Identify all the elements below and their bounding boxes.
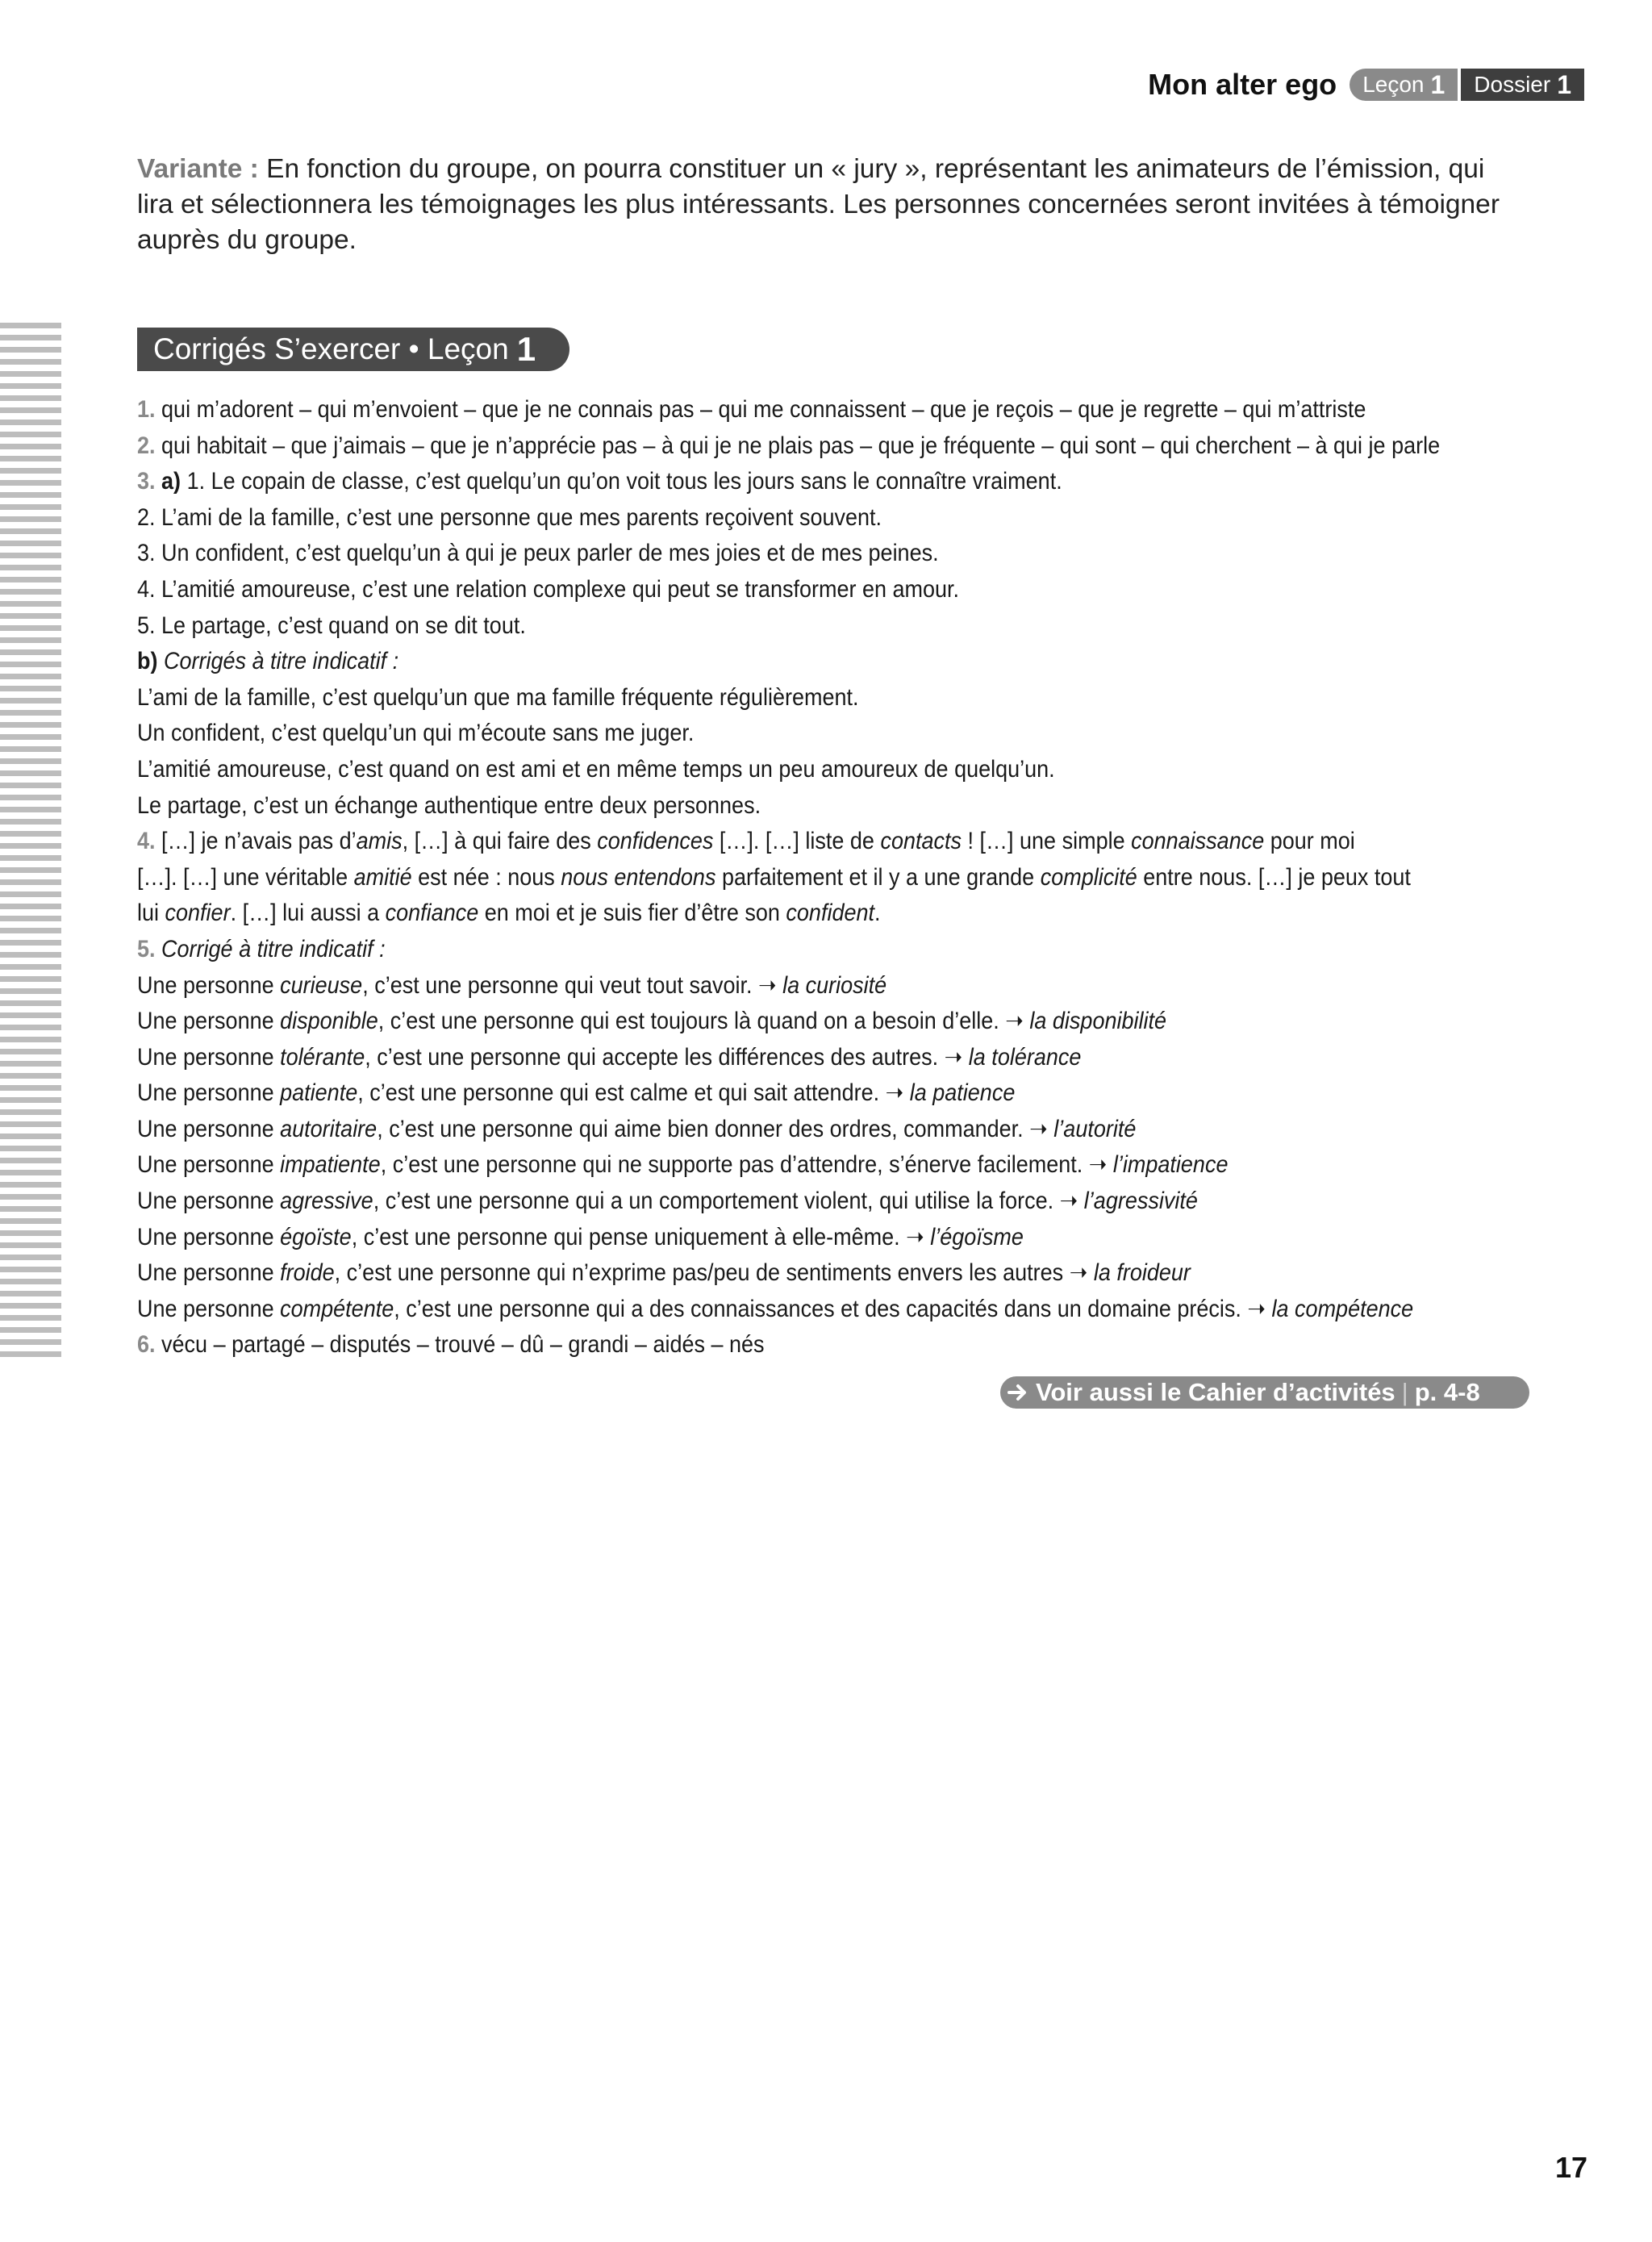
answer-line: Un confident, c’est quelqu’un qui m’écoute sans me juger. bbox=[137, 720, 695, 747]
exercise-3a-line-1 bbox=[137, 464, 1393, 500]
separator: | bbox=[1401, 1378, 1408, 1406]
answer-line: L’amitié amoureuse, c’est quand on est ami et en même temps un peu amoureux de quelqu’un. bbox=[137, 755, 1055, 783]
arrow-icon: ➝ bbox=[1069, 1259, 1088, 1287]
arrow-icon: ➝ bbox=[758, 971, 777, 999]
vocab-word: amitié bbox=[353, 863, 412, 891]
voir-aussi-label: Voir aussi le Cahier d’activités bbox=[1036, 1378, 1395, 1406]
adjective: curieuse bbox=[280, 971, 363, 999]
list-item bbox=[137, 1112, 1393, 1148]
derived-noun: la patience bbox=[909, 1079, 1016, 1107]
adjective: compétente bbox=[280, 1295, 394, 1322]
list-item bbox=[137, 1040, 1393, 1076]
vocab-word: complicité bbox=[1040, 863, 1137, 891]
list-item bbox=[137, 1220, 1393, 1256]
text-run: Une personne bbox=[137, 1223, 281, 1250]
page-header bbox=[1148, 68, 1584, 102]
vocab-word: nous entendons bbox=[561, 863, 716, 891]
list-item bbox=[137, 1184, 1393, 1220]
section-number: 1 bbox=[516, 330, 536, 368]
text-run: . bbox=[874, 900, 881, 927]
list-item bbox=[137, 968, 1393, 1004]
definition: , c’est une personne qui a un comportement violent, qui utilise la force. bbox=[373, 1188, 1060, 1215]
text-run: Une personne bbox=[137, 1295, 281, 1322]
text-run: parfaitement et il y a une grande bbox=[715, 863, 1041, 891]
exercise-1 bbox=[137, 392, 1393, 428]
arrow-right-icon bbox=[1003, 1379, 1031, 1406]
exercise-number: 4. bbox=[137, 828, 156, 855]
corriges-body bbox=[137, 392, 1441, 1363]
exercise-text: qui habitait – que j’aimais – que je n’apprécie pas – à qui je ne plais pas – que je fréquente – qui sont – qui cherchent – à qui je parle bbox=[161, 432, 1441, 459]
adjective: autoritaire bbox=[280, 1115, 378, 1142]
vocab-word: confident bbox=[786, 900, 875, 927]
spacer bbox=[1266, 1296, 1272, 1322]
list-item bbox=[137, 1147, 1393, 1184]
arrow-icon: ➝ bbox=[885, 1079, 904, 1107]
derived-noun: la froideur bbox=[1093, 1259, 1191, 1287]
indicative-note: Corrigés à titre indicatif : bbox=[164, 648, 399, 675]
vocab-word: confiance bbox=[385, 900, 479, 927]
definition: , c’est une personne qui veut tout savoir. bbox=[362, 971, 759, 999]
lecon-tag bbox=[1350, 69, 1458, 101]
margin-stripes bbox=[0, 323, 61, 1363]
answer-line: 5. Le partage, c’est quand on se dit tout. bbox=[137, 612, 526, 639]
arrow-icon: ➝ bbox=[1029, 1115, 1048, 1142]
arrow-icon: ➝ bbox=[1088, 1151, 1108, 1179]
text-run: Une personne bbox=[137, 1151, 281, 1179]
exercise-2 bbox=[137, 428, 1441, 465]
text-run: . […] lui aussi a bbox=[230, 900, 386, 927]
text-run: , […] à qui faire des bbox=[402, 828, 598, 855]
derived-noun: l’agressivité bbox=[1083, 1188, 1198, 1215]
text-run: Une personne bbox=[137, 1008, 281, 1035]
lecon-number: 1 bbox=[1430, 69, 1446, 99]
answer-line: L’ami de la famille, c’est quelqu’un que ma famille fréquente régulièrement. bbox=[137, 683, 859, 711]
text-run: Une personne bbox=[137, 1079, 281, 1107]
exercise-number: 3. bbox=[137, 468, 156, 495]
vocab-word: amis bbox=[356, 828, 403, 855]
dossier-tag bbox=[1461, 69, 1584, 101]
variante-text: En fonction du groupe, on pourra constituer un « jury », représentant les animateurs de l’émission, qui lira et sélectionnera les témoignages les plus intéressants. Les personnes concernées seront invitées à témoigner auprès du groupe. bbox=[137, 154, 1500, 255]
vocab-word: contacts bbox=[880, 828, 962, 855]
variante-paragraph bbox=[137, 152, 1525, 258]
list-item bbox=[137, 1075, 1393, 1112]
page-number: 17 bbox=[1554, 2151, 1587, 2184]
vocab-word: confidences bbox=[597, 828, 714, 855]
arrow-icon: ➝ bbox=[1005, 1008, 1024, 1035]
spacer bbox=[1048, 1116, 1054, 1142]
adjective: agressive bbox=[280, 1188, 373, 1215]
dossier-label: Dossier bbox=[1474, 72, 1551, 97]
spacer bbox=[924, 1224, 931, 1250]
dossier-number: 1 bbox=[1557, 69, 1571, 99]
voir-aussi-link[interactable] bbox=[1000, 1376, 1529, 1409]
exercise-number: 6. bbox=[137, 1331, 156, 1359]
arrow-icon: ➝ bbox=[906, 1223, 924, 1250]
text-run: ! […] une simple bbox=[962, 828, 1132, 855]
exercise-text: vécu – partagé – disputés – trouvé – dû – grandi – aidés – nés bbox=[161, 1331, 765, 1359]
arrow-icon: ➝ bbox=[1059, 1188, 1078, 1215]
list-item bbox=[137, 1292, 1414, 1328]
answer-line: 4. L’amitié amoureuse, c’est une relation complexe qui peut se transformer en amour. bbox=[137, 575, 960, 603]
variante-label: Variante : bbox=[137, 154, 259, 184]
text-run: lui bbox=[137, 900, 165, 927]
lecon-label: Leçon bbox=[1362, 72, 1425, 97]
spacer bbox=[1087, 1259, 1094, 1286]
answer-line: 3. Un confident, c’est quelqu’un à qui je peux parler de mes joies et de mes peines. bbox=[137, 540, 939, 567]
spacer bbox=[777, 972, 783, 999]
text-run: […] je n’avais pas d’ bbox=[161, 828, 357, 855]
section-banner bbox=[137, 328, 569, 371]
definition: , c’est une personne qui ne supporte pas d’attendre, s’énerve facilement. bbox=[380, 1151, 1089, 1179]
exercise-4-line-2 bbox=[137, 860, 1411, 896]
exercise-number: 1. bbox=[137, 396, 156, 423]
voir-aussi-pages: p. 4-8 bbox=[1414, 1378, 1480, 1406]
definition: , c’est une personne qui n’exprime pas/peu de sentiments envers les autres bbox=[334, 1259, 1070, 1287]
definition: , c’est une personne qui est calme et qui sait attendre. bbox=[357, 1079, 886, 1107]
derived-noun: l’impatience bbox=[1112, 1151, 1229, 1179]
adjective: égoïste bbox=[280, 1223, 352, 1250]
text-run: Une personne bbox=[137, 1115, 281, 1142]
indicative-note: Corrigé à titre indicatif : bbox=[161, 935, 386, 962]
adjective: disponible bbox=[280, 1008, 378, 1035]
text-run: Une personne bbox=[137, 971, 281, 999]
vocab-word: confier bbox=[165, 900, 231, 927]
derived-noun: la tolérance bbox=[968, 1043, 1082, 1071]
definition: , c’est une personne qui aime bien donner des ordres, commander. bbox=[377, 1115, 1030, 1142]
exercise-3b-header bbox=[137, 644, 1393, 680]
list-item bbox=[137, 1255, 1393, 1292]
text-run: Une personne bbox=[137, 1043, 281, 1071]
part-label: a) bbox=[161, 468, 181, 495]
exercise-6 bbox=[137, 1327, 1393, 1363]
adjective: froide bbox=[280, 1259, 335, 1287]
derived-noun: l’égoïsme bbox=[930, 1223, 1024, 1250]
text-run: entre nous. […] je peux tout bbox=[1137, 863, 1411, 891]
exercise-text: qui m’adorent – qui m’envoient – que je ne connais pas – qui me connaissent – que je reçois – que je regrette – qui m’attriste bbox=[161, 396, 1366, 423]
part-label: b) bbox=[137, 648, 158, 675]
definition: , c’est une personne qui a des connaissances et des capacités dans un domaine précis. bbox=[394, 1295, 1248, 1322]
definition: , c’est une personne qui accepte les différences des autres. bbox=[365, 1043, 945, 1071]
definition: , c’est une personne qui est toujours là quand on a besoin d’elle. bbox=[378, 1008, 1006, 1035]
exercise-4-line-3 bbox=[137, 896, 1393, 932]
book-title: Mon alter ego bbox=[1148, 68, 1337, 101]
text-run: […]. […] liste de bbox=[713, 828, 881, 855]
text-run: est née : nous bbox=[411, 863, 561, 891]
arrow-icon: ➝ bbox=[1247, 1295, 1266, 1322]
derived-noun: l’autorité bbox=[1053, 1115, 1137, 1142]
answer-line: 2. L’ami de la famille, c’est une personne que mes parents reçoivent souvent. bbox=[137, 503, 882, 531]
derived-noun: la curiosité bbox=[782, 971, 887, 999]
adjective: tolérante bbox=[280, 1043, 365, 1071]
answer-line: Le partage, c’est un échange authentique entre deux personnes. bbox=[137, 791, 761, 819]
text-run: Une personne bbox=[137, 1188, 281, 1215]
derived-noun: la disponibilité bbox=[1029, 1008, 1167, 1035]
vocab-word: connaissance bbox=[1131, 828, 1265, 855]
exercise-number: 5. bbox=[137, 935, 156, 962]
text-run: pour moi bbox=[1264, 828, 1355, 855]
answer-line: 1. Le copain de classe, c’est quelqu’un qu’on voit tous les jours sans le connaître vraiment. bbox=[186, 468, 1062, 495]
exercise-4-line-1 bbox=[137, 824, 1393, 860]
text-run: Une personne bbox=[137, 1259, 281, 1287]
derived-noun: la compétence bbox=[1271, 1295, 1414, 1322]
section-title: Corrigés S’exercer • Leçon bbox=[153, 332, 509, 365]
definition: , c’est une personne qui pense uniquement à elle-même. bbox=[351, 1223, 907, 1250]
adjective: impatiente bbox=[280, 1151, 381, 1179]
exercise-5-header bbox=[137, 932, 1393, 968]
text-run: en moi et je suis fier d’être son bbox=[478, 900, 786, 927]
adjective: patiente bbox=[280, 1079, 358, 1107]
text-run: […]. […] une véritable bbox=[137, 863, 354, 891]
list-item bbox=[137, 1004, 1393, 1040]
arrow-icon: ➝ bbox=[944, 1043, 963, 1071]
exercise-number: 2. bbox=[137, 432, 156, 459]
exercise-5-list bbox=[137, 968, 1414, 1328]
